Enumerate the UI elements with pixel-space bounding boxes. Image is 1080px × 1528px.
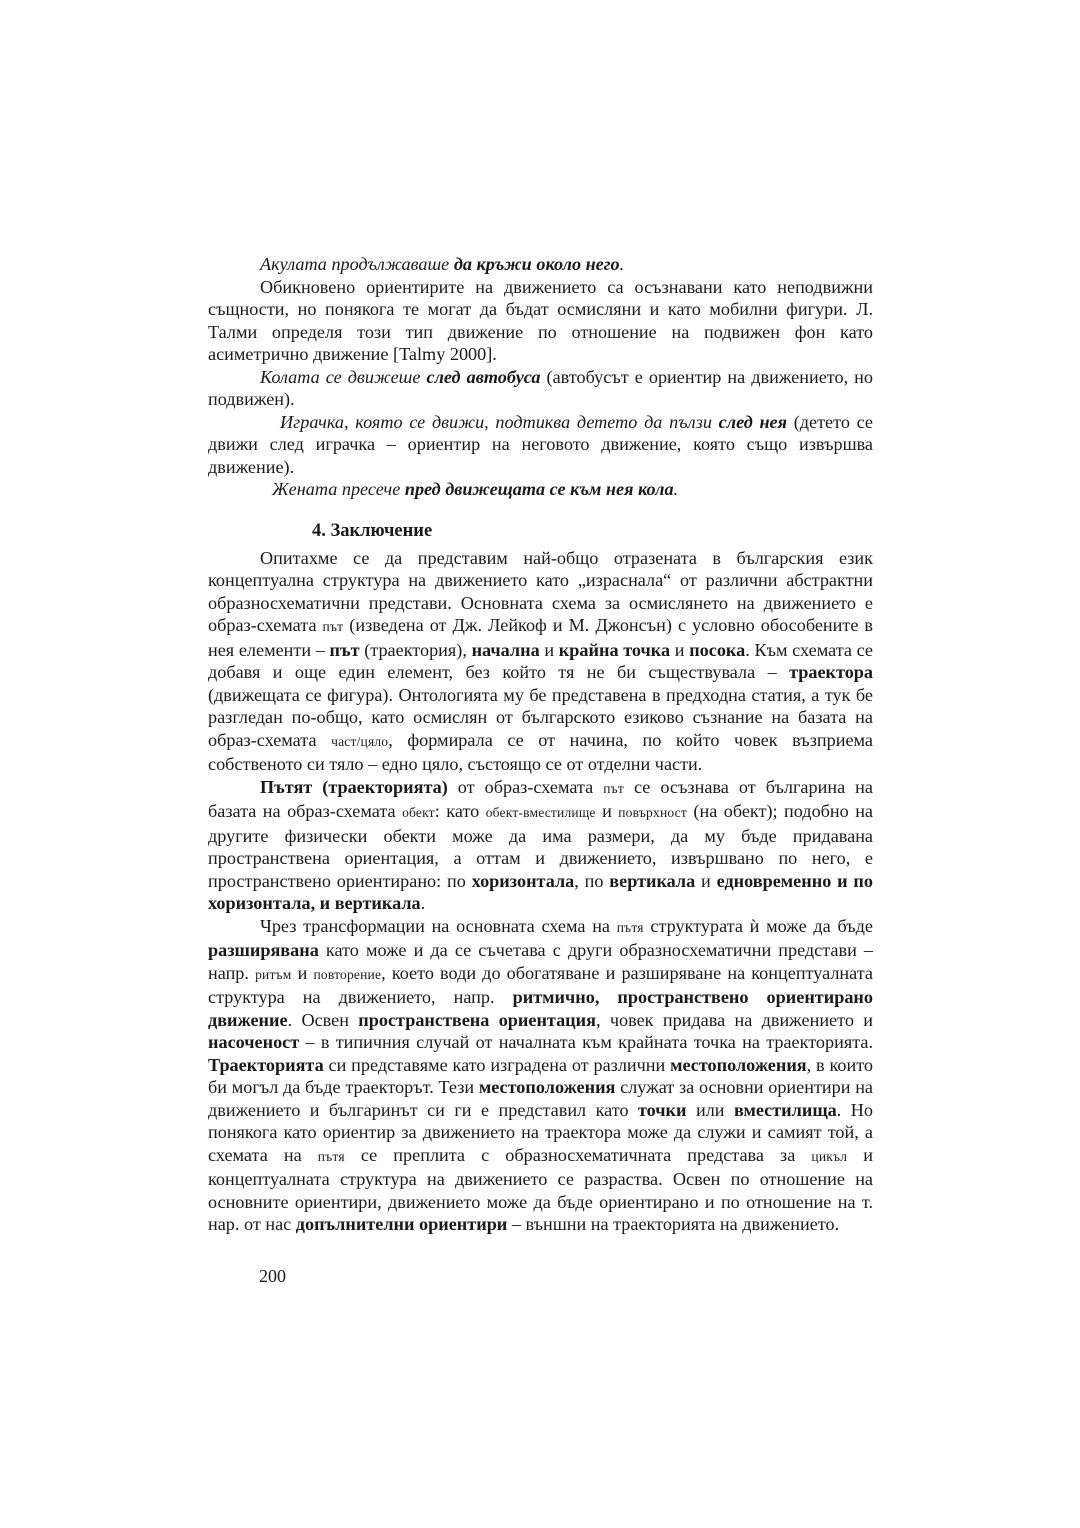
paragraph: Обикновено ориентирите на движението са осъзнавани като неподвижни същности, но понякога те могат да бъдат осмисляни и като мобилни фигури. Л. Талми определя този тип движение по отношение на подвижен фон като асиметрично движение [Talmy 2000].	[208, 276, 873, 364]
paragraph: Опитахме се да представим най-общо отразената в българския език концептуална структура на движението като „израснала“ от различни абстрактни образносхематични представи. Основната схема за осмислянето на движението е образ-схемата път (изведена от Дж. Лейкоф и М. Джонсън) с условно обособените в нея елементи – път (траектория), начална и крайна точка и посока. Към схемата се добавя и още един елемент, без който тя не би съществувала – траектора (движещата се фигура). Онтологията му бе представена в предходна статия, а тук бе разгледан по-общо, като осмислян от българското езиково съзнание на базата на образ-схемата част/цяло, формирала се от начина, по който човек възприема собственото си тяло – едно цяло, състоящо се от отделни части.	[208, 547, 874, 774]
example-sentence: Жената пресече пред движещата се към нея кола.	[272, 479, 679, 499]
page-number: 200	[259, 1266, 286, 1286]
page-body	[208, 253, 873, 1236]
example-sentence: Колата се движеше след автобуса (автобусът е ориентир на движението, но подвижен).	[208, 366, 873, 409]
paragraph: Чрез трансформации на основната схема на пътя структурата ѝ може да бъде разширявана като може и да се съчетава с други образносхематични представи – напр. ритъм и повторение, което води до обогатяване и разширяване на концептуалната структура на движението, напр. ритмично, пространствено ориентирано движение. Освен пространствена ориентация, човек придава на движението и насоченост – в типичния случай от началната към крайната точка на траекторията. Траекторията си представяме като изградена от различни местоположения, в които би могъл да бъде траекторът. Тези местоположения служат за основни ориентири на движението и българинът си ги е представил като точки или вместилища. Но понякога като ориентир за движението на траектора може да служи и самият той, а схемата на пътя се преплита с образносхематичната представа за цикъл и концептуалната структура на движението се разраства. Освен по отношение на основните ориентири, движението може да бъде ориентирано и по отношение на т. нар. от нас допълнителни ориентири – външни на траекторията на движението.	[208, 915, 873, 1234]
paragraph: Пътят (траекторията) от образ-схемата път се осъзнава от българина на базата на образ-схемата обект: като обект-вместилище и повърхност (на обект); подобно на другите физически обекти може да има размери, да му бъде придавана пространствена ориентация, а оттам и движението, извършвано по него, е пространствено ориентирано: по хоризонтала, по вертикала и едновременно и по хоризонтала, и вертикала.	[208, 776, 874, 913]
example-sentence: Акулата продължаваше да кръжи около него.	[260, 254, 625, 274]
section-heading: 4. Заключение	[312, 520, 433, 541]
example-sentence: Играчка, която се движи, подтиква детето да пълзи след нея (детето се движи след играчка – ориентир на неговото движение, която също извършва движение).	[208, 411, 873, 477]
